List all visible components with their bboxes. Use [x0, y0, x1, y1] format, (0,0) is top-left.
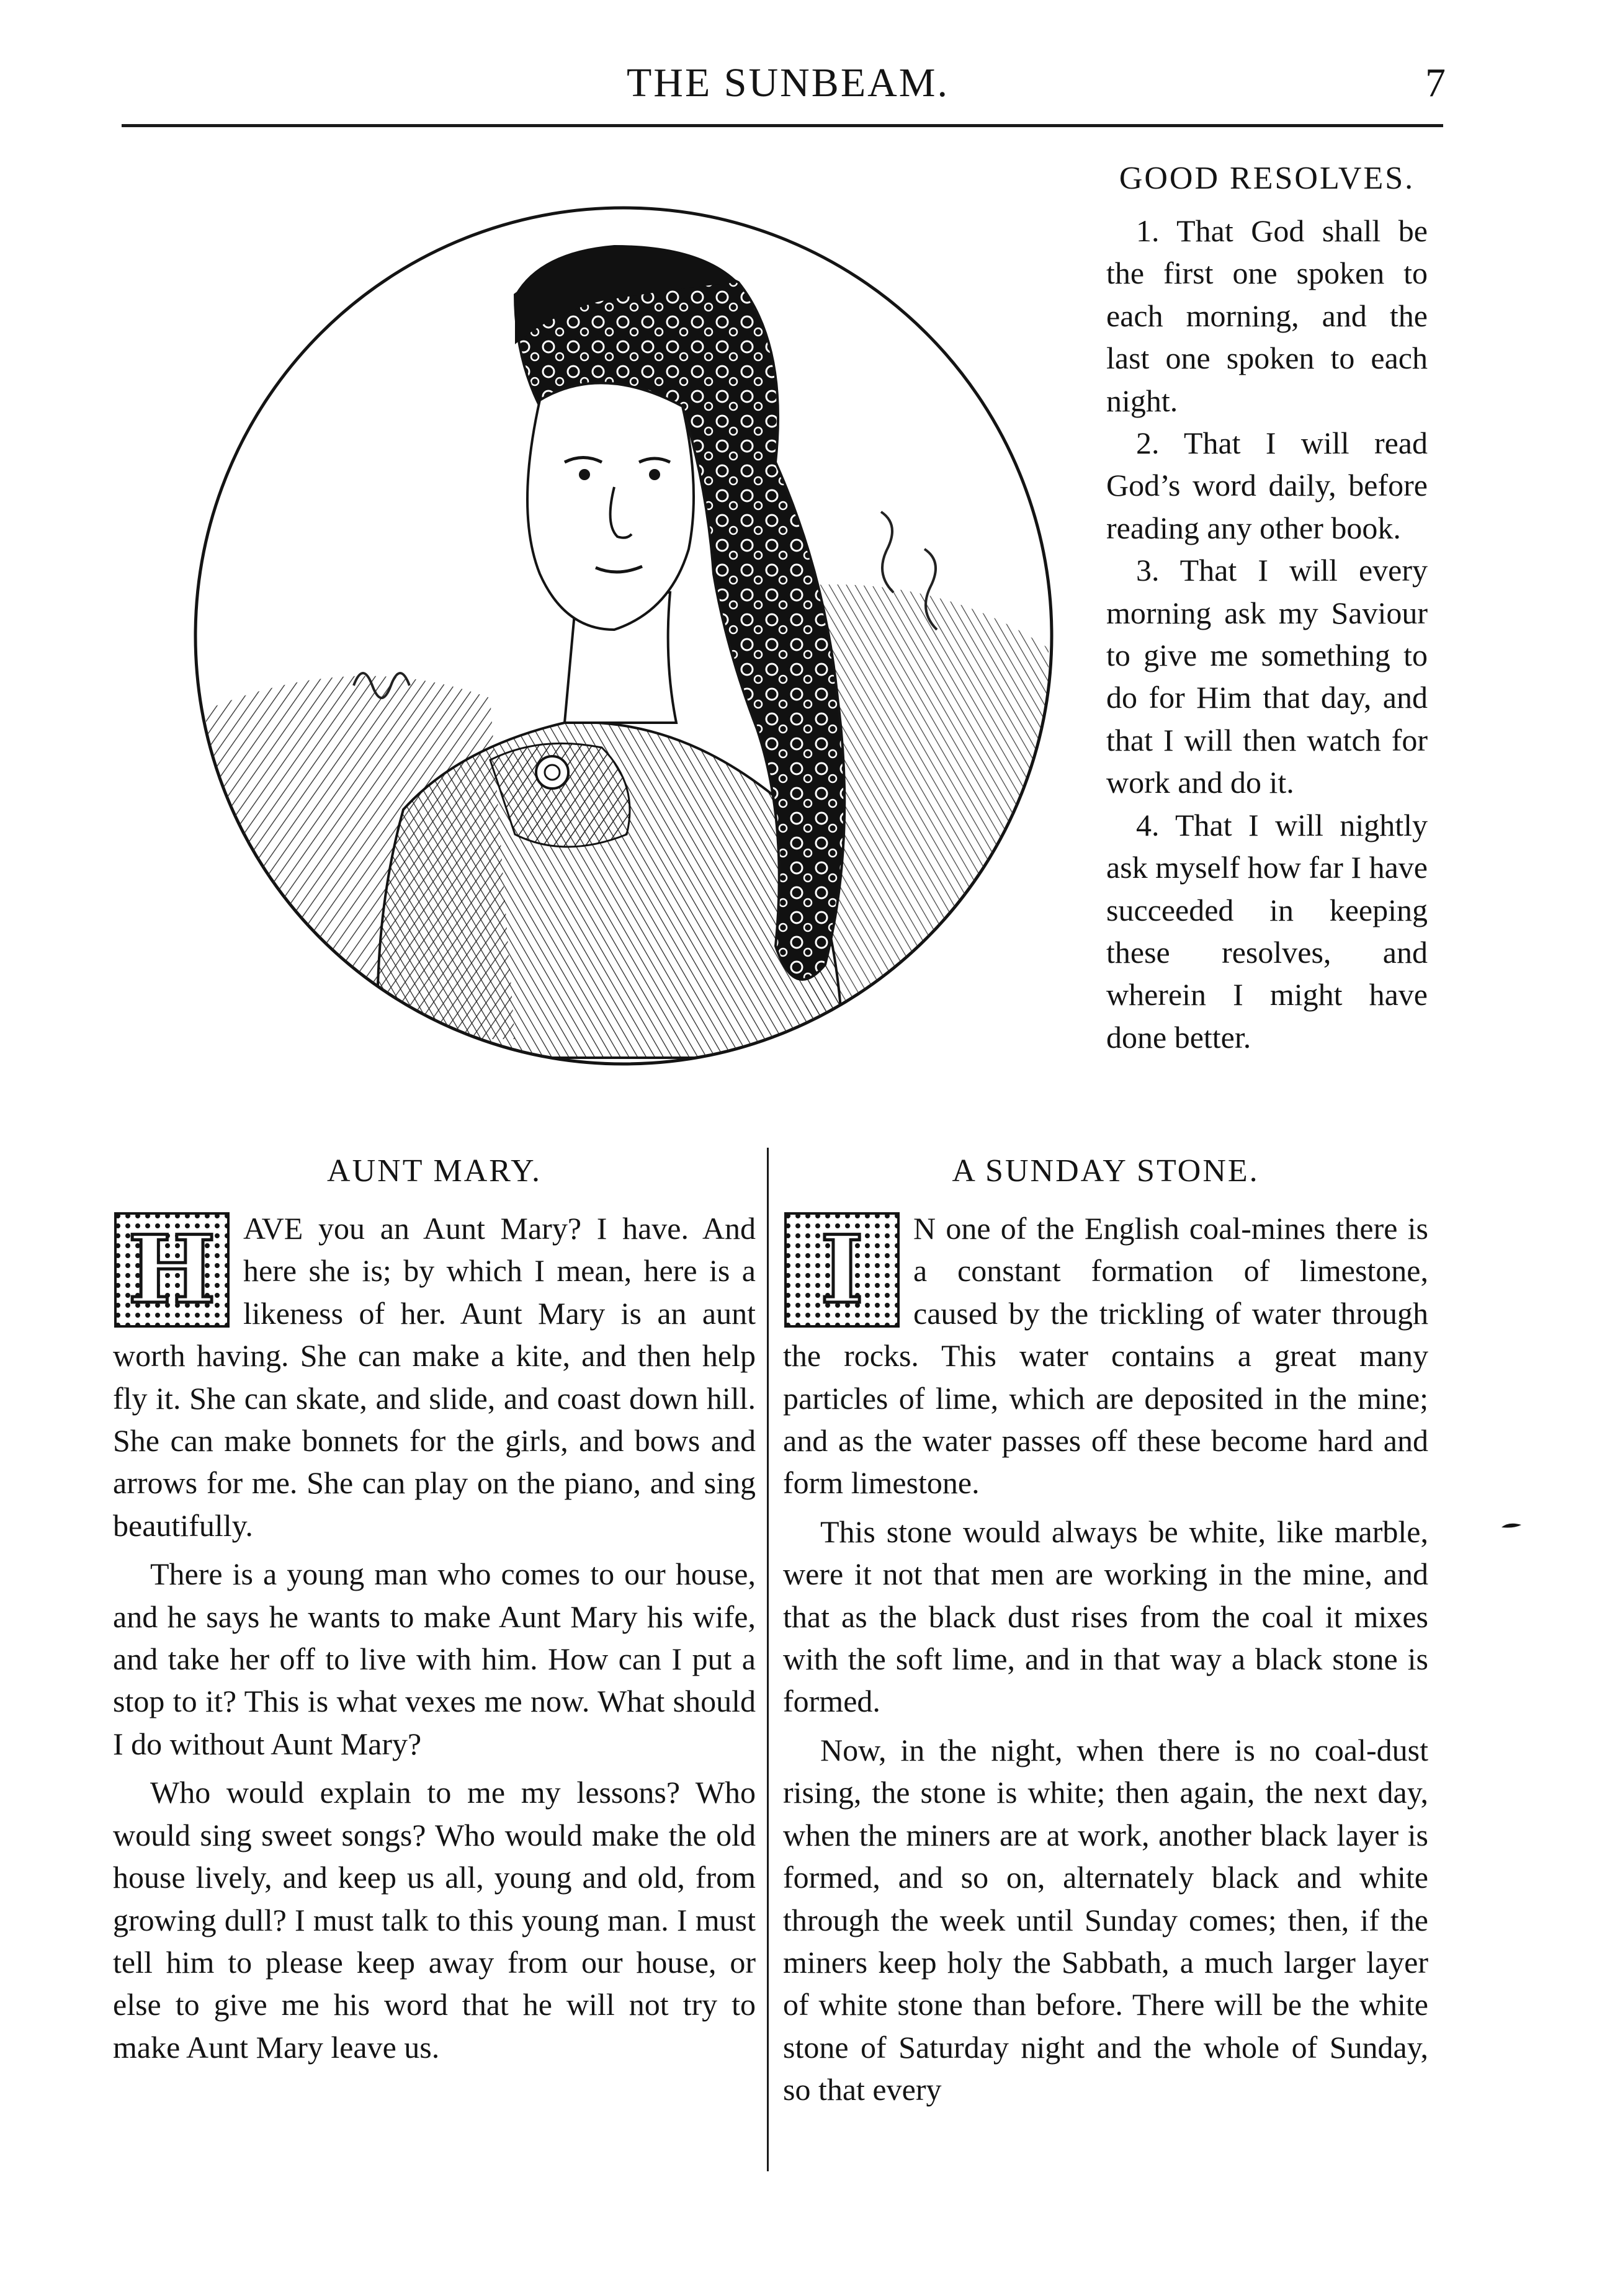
- ink-blot-icon: [1500, 1520, 1523, 1531]
- sunday-stone-paragraph: This stone would always be white, like marble, were it not that men are working in the mine, and that as the black dust rises from the coal it mixes with the soft lime, and in that way a black stone is formed.: [783, 1514, 1428, 1719]
- page-header-title: THE SUNBEAM.: [626, 60, 949, 105]
- resolve-item: 2. That I will read God’s word daily, before reading any other book.: [1106, 426, 1428, 545]
- aunt-mary-title: AUNT MARY.: [327, 1153, 542, 1189]
- dropcap-i-icon: [783, 1211, 901, 1329]
- aunt-mary-lead-text: AVE you an Aunt Mary? I have. And here she is; by which I mean, here is a likeness of her. Aunt Mary is an aunt worth having. She can make a kite, and then help fly it. She can skate, and slide, and coast down hill. She can make bonnets for the girls, and bows and arrows for me. She can play on the piano, and sing beautifully.: [113, 1211, 756, 1543]
- sunday-stone-article: [783, 1146, 1428, 2117]
- resolve-item: 3. That I will every morning ask my Saviour to give me something to do for Him that day, and that I will then watch for work and do it.: [1106, 553, 1428, 800]
- page-number: 7: [1425, 60, 1446, 105]
- sunday-stone-lead-text: N one of the English coal-mines there is a constant formation of limestone, caused by the trickling of water through the rocks. This water contains a great many particles of lime, which are deposited in the mine; and as the water passes off these become hard and form limestone.: [783, 1211, 1428, 1501]
- good-resolves-section: [1106, 154, 1428, 1058]
- sunday-stone-title: A SUNDAY STONE.: [952, 1153, 1260, 1189]
- dropcap-letter: H: [128, 1215, 216, 1324]
- header-rule: [122, 124, 1443, 127]
- resolve-item: 1. That God shall be the first one spoken to each morning, and the last one spoken to each night.: [1106, 213, 1428, 418]
- good-resolves-title: GOOD RESOLVES.: [1119, 161, 1415, 196]
- resolve-item: 4. That I will nightly ask myself how far I have succeeded in keeping these resolves, and wherein I might have done better.: [1106, 807, 1428, 1055]
- aunt-mary-paragraph: Who would explain to me my lessons? Who would sing sweet songs? Who would make the old house lively, and keep us all, young and old, from growing dull? I must talk to this young man. I must tell him to please keep away from our house, or else to give me his word that he will not try to make Aunt Mary leave us.: [113, 1775, 756, 2065]
- sunday-stone-paragraph: [783, 1207, 1428, 1504]
- dropcap-h-icon: [113, 1211, 231, 1329]
- dropcap-letter: I: [820, 1215, 864, 1324]
- column-divider: [767, 1148, 769, 2171]
- aunt-mary-article: [113, 1146, 756, 2075]
- aunt-mary-paragraph: There is a young man who comes to our house, and he says he wants to make Aunt Mary his wife, and take her off to live with him. How can I put a stop to it? This is what vexes me now. What should I do without Aunt Mary?: [113, 1557, 756, 1761]
- sunday-stone-paragraph: Now, in the night, when there is no coal-dust rising, the stone is white; then again, the next day, when the miners are at work, another black layer is formed, and so on, alternately black and white through the week until Sunday comes; then, if the miners keep holy the Sabbath, a much larger layer of white stone than before. There will be the white stone of Saturday night and the whole of Sunday, so that every: [783, 1732, 1428, 2107]
- portrait-engraving-icon: [168, 140, 1111, 1132]
- aunt-mary-paragraph: [113, 1207, 756, 1547]
